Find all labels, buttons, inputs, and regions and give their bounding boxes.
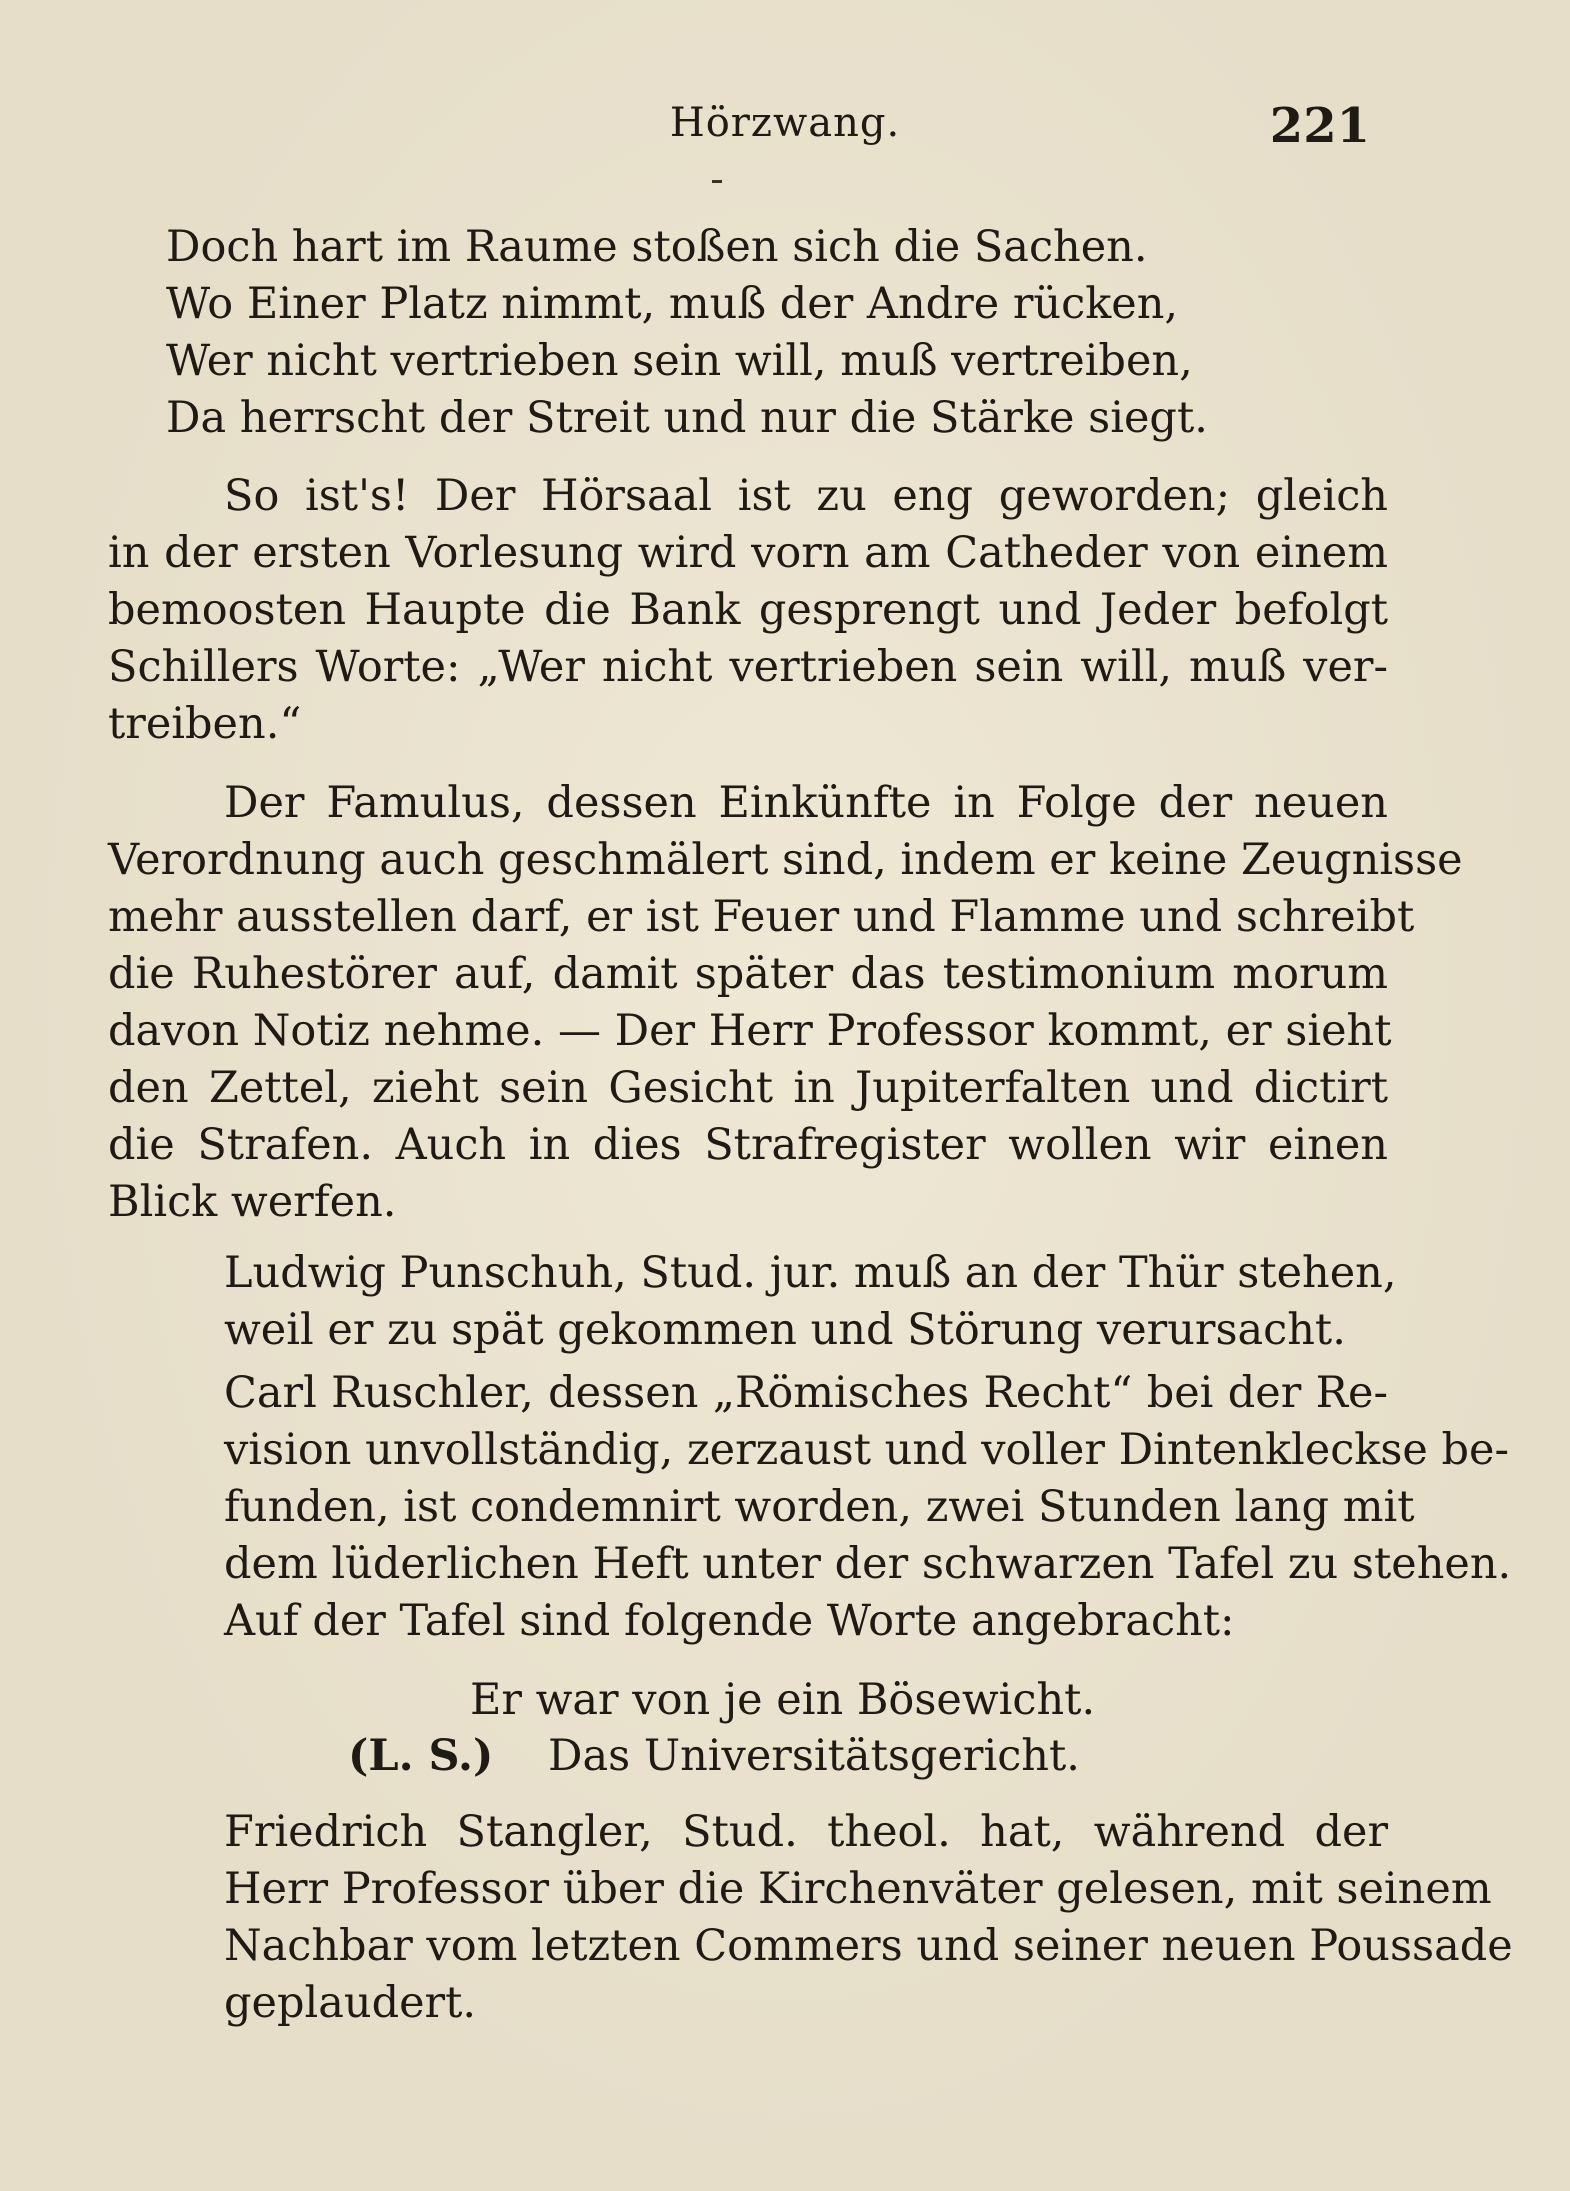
text-line: Der Famulus, dessen Einkünfte in Folge der neuen (224, 778, 1388, 828)
paragraph-5 (108, 1804, 1513, 2032)
text-line: Friedrich Stangler, Stud. theol. hat, während der (224, 1807, 1388, 1857)
paragraph-3 (108, 1245, 1397, 1359)
running-header: Hörzwang. (669, 100, 901, 146)
text-line: die Ruhestörer auf, damit später das testimonium morum (108, 949, 1388, 999)
text-line: den Zettel, zieht sein Gesicht in Jupiterfalten und dictirt (108, 1063, 1388, 1113)
text-line: geplaudert. (224, 1978, 477, 2028)
text-line: weil er zu spät gekommen und Störung verursacht. (224, 1305, 1346, 1355)
inscription-line: Er war von je ein Bösewicht. (470, 1675, 1096, 1725)
text-line: funden, ist condemnirt worden, zwei Stunden lang mit (224, 1482, 1415, 1532)
text-line: Schillers Worte: „Wer nicht vertrieben sein will, muß ver- (108, 642, 1388, 692)
verse-block (108, 219, 1388, 447)
text-line: dem lüderlichen Heft unter der schwarzen Tafel zu stehen. (224, 1539, 1512, 1589)
verse-line: Doch hart im Raume stoßen sich die Sachen. (166, 222, 1148, 272)
text-line: mehr ausstellen darf, er ist Feuer und Flamme und schreibt (108, 892, 1415, 942)
text-line: Auf der Tafel sind folgende Worte angebracht: (224, 1596, 1235, 1646)
text-line: in der ersten Vorlesung wird vorn am Catheder von einem (108, 528, 1388, 578)
paragraph-1 (108, 468, 1388, 753)
verse-line: Wer nicht vertrieben sein will, muß vertreiben, (166, 336, 1193, 386)
paragraph-4 (108, 1365, 1512, 1650)
text-line: vision unvollständig, zerzaust und voller Dintenkleckse be- (224, 1425, 1510, 1475)
text-line: Nachbar vom letzten Commers und seiner neuen Poussade (224, 1921, 1513, 1971)
inscription-seal: (L. S.) (348, 1731, 494, 1781)
text-line: treiben.“ (108, 699, 302, 749)
text-line: Carl Ruschler, dessen „Römisches Recht“ bei der Re- (224, 1368, 1388, 1418)
text-line: bemoosten Haupte die Bank gesprengt und Jeder befolgt (108, 585, 1388, 635)
text-line: Blick werfen. (108, 1177, 397, 1227)
inscription-signer: Das Universitätsgericht. (548, 1731, 1080, 1781)
text-line: Ludwig Punschuh, Stud. jur. muß an der Thür stehen, (224, 1248, 1397, 1298)
verse-line: Da herrscht der Streit und nur die Stärke siegt. (166, 393, 1208, 443)
text-line: davon Notiz nehme. — Der Herr Professor kommt, er sieht (108, 1006, 1392, 1056)
page-number: 221 (1269, 98, 1370, 154)
verse-line: Wo Einer Platz nimmt, muß der Andre rücken, (166, 279, 1179, 329)
header-rule (712, 180, 722, 183)
text-line: Herr Professor über die Kirchenväter gelesen, mit seinem (224, 1864, 1492, 1914)
text-line: Verordnung auch geschmälert sind, indem er keine Zeugnisse (108, 835, 1463, 885)
text-line: So ist's! Der Hörsaal ist zu eng geworden; gleich (224, 471, 1388, 521)
text-line: die Strafen. Auch in dies Strafregister wollen wir einen (108, 1120, 1388, 1170)
paragraph-2 (108, 775, 1463, 1231)
